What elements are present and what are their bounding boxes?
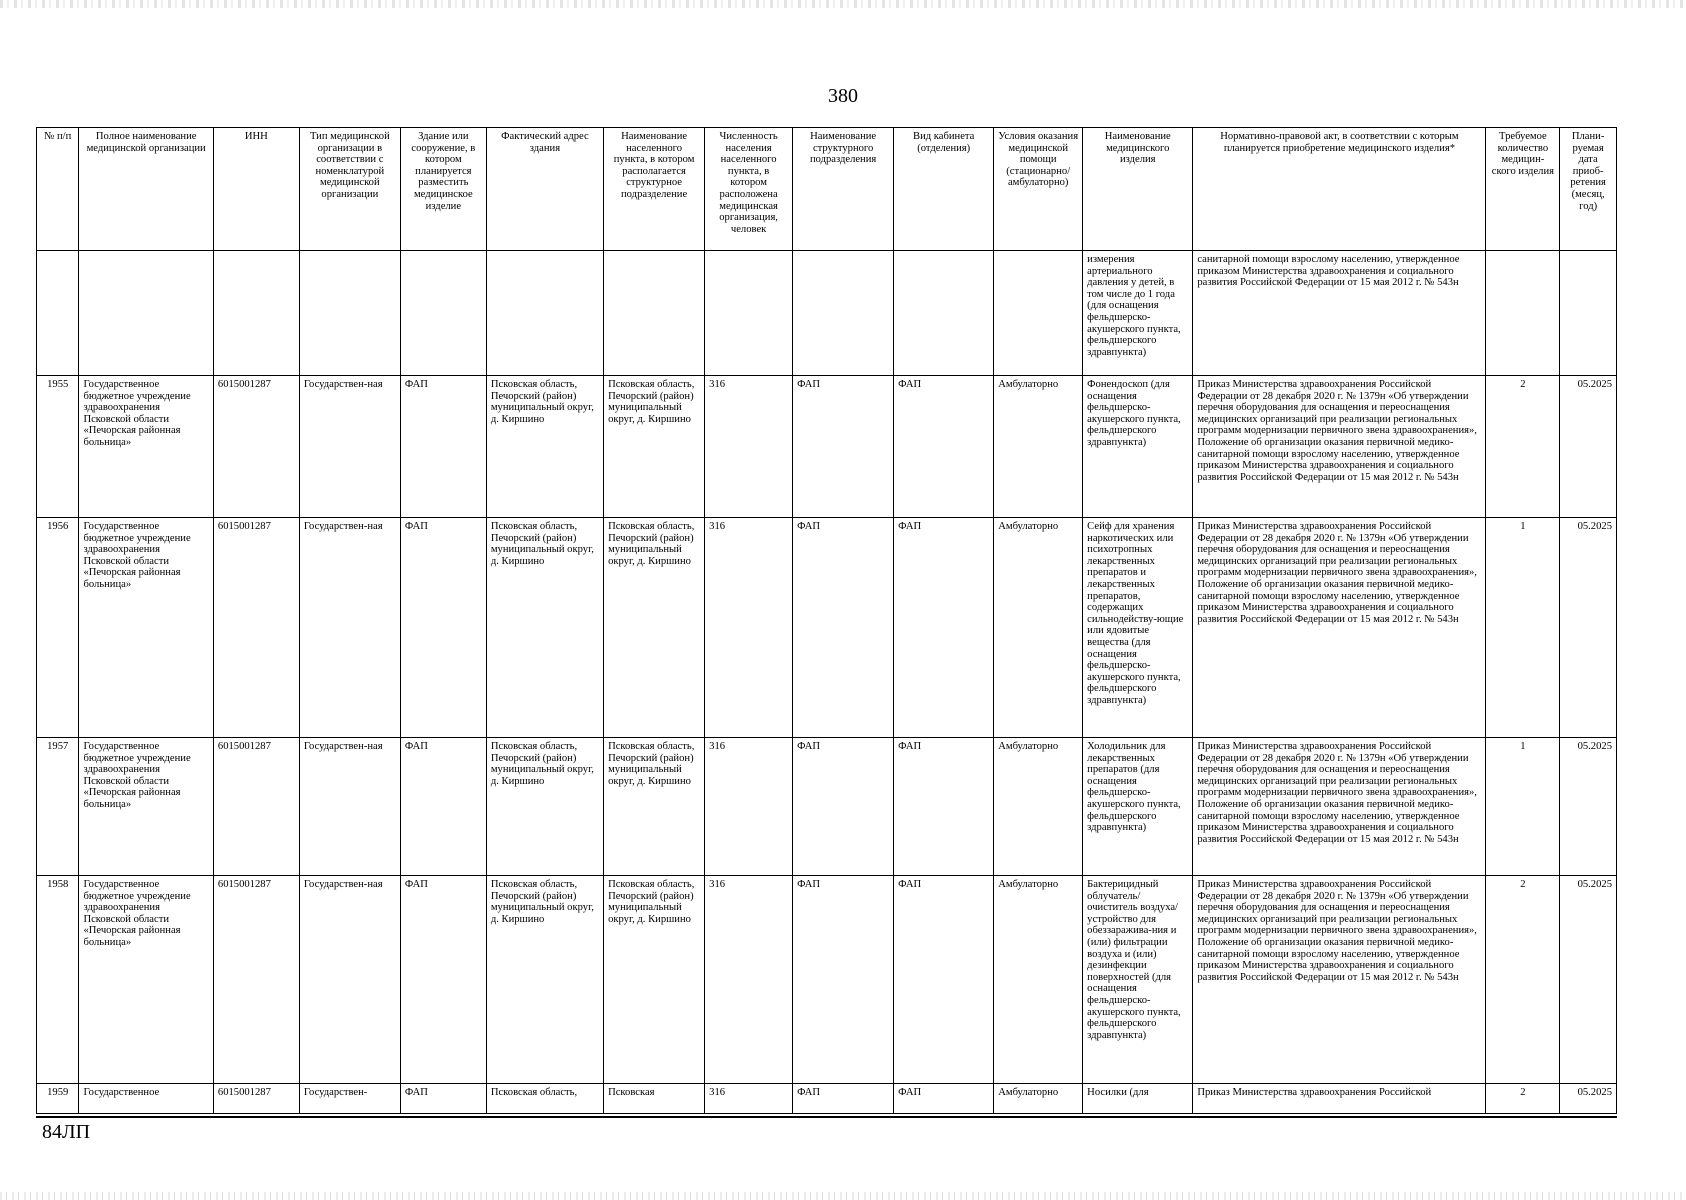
building-cell: ФАП (400, 518, 486, 738)
header-cell: Тип медицинской организации в соответствии с номенклатурой медицинской организации (299, 128, 400, 251)
address-cell: Псковская область, Печорский (район) муниципальный округ, д. Киршино (486, 376, 603, 518)
header-cell: Вид кабинета (отделения) (894, 128, 994, 251)
quantity-cell: 2 (1486, 1084, 1560, 1114)
act-cell: Приказ Министерства здравоохранения Российской (1193, 1084, 1486, 1114)
date-cell: 05.2025 (1560, 738, 1617, 876)
page-number: 380 (828, 85, 858, 107)
act-cell: Приказ Министерства здравоохранения Российской Федерации от 28 декабря 2020 г. № 1379н «Об утверждении перечня оборудования для оснащения и переоснащения медицинских организаций при реализации региональных программ модернизации первичного звена здравоохранения», Положение об организации оказания первичной медико-санитарной помощи взрослому населению, утвержденное приказом Министерства здравоохранения и социального развития Российской Федерации от 15 мая 2012 г. № 543н (1193, 376, 1486, 518)
table-row (37, 1084, 1617, 1114)
population-cell: 316 (705, 738, 793, 876)
table-row (37, 738, 1617, 876)
footer-code: 84ЛП (42, 1121, 91, 1143)
date-cell: 05.2025 (1560, 1084, 1617, 1114)
org-name-cell: Государственное бюджетное учреждение здравоохранения Псковской области «Печорская районная больница» (79, 738, 213, 876)
settlement-cell: Псковская область, Печорский (район) муниципальный округ, д. Киршино (604, 518, 705, 738)
inn-cell: 6015001287 (213, 518, 299, 738)
conditions-cell: Амбулаторно (994, 876, 1083, 1084)
org-name-cell: Государственное бюджетное учреждение здравоохранения Псковской области «Печорская районная больница» (79, 376, 213, 518)
header-cell: Наименование медицинского изделия (1083, 128, 1193, 251)
date-cell: 05.2025 (1560, 518, 1617, 738)
quantity-cell: 2 (1486, 876, 1560, 1084)
table-cell (894, 251, 994, 376)
org-name-cell: Государственное бюджетное учреждение здравоохранения Псковской области «Печорская районная больница» (79, 518, 213, 738)
org-type-cell: Государствен-ная (299, 738, 400, 876)
table-row (37, 876, 1617, 1084)
header-cell: Фактический адрес здания (486, 128, 603, 251)
conditions-cell: Амбулаторно (994, 518, 1083, 738)
quantity-cell: 2 (1486, 376, 1560, 518)
org-type-cell: Государствен-ная (299, 376, 400, 518)
header-cell: Требуемое количество медицин-ского изделия (1486, 128, 1560, 251)
header-cell: Плани-руемая дата приоб-ретения (месяц, год) (1560, 128, 1617, 251)
address-cell: Псковская область, (486, 1084, 603, 1114)
building-cell: ФАП (400, 738, 486, 876)
table-cell (79, 251, 213, 376)
device-cell: Фонендоскоп (для оснащения фельдшерско-акушерского пункта, фельдшерского здравпункта) (1083, 376, 1193, 518)
device-cell: Бактерицидный облучатель/ очиститель воздуха/ устройство для обеззаражива-ния и (или) фильтрации воздуха и (или) дезинфекции поверхностей (для оснащения фельдшерско-акушерского пункта, фельдшерского здравпункта) (1083, 876, 1193, 1084)
cabinet-cell: ФАП (894, 1084, 994, 1114)
scan-edge-bottom (0, 1192, 1686, 1200)
org-type-cell: Государствен-ная (299, 876, 400, 1084)
population-cell: 316 (705, 376, 793, 518)
table-cell (213, 251, 299, 376)
device-cell: Носилки (для (1083, 1084, 1193, 1114)
unit-cell: ФАП (793, 1084, 894, 1114)
act-cell: санитарной помощи взрослому населению, утвержденное приказом Министерства здравоохранения и социального развития Российской Федерации от 15 мая 2012 г. № 543н (1193, 251, 1486, 376)
cabinet-cell: ФАП (894, 376, 994, 518)
org-type-cell: Государствен-ная (299, 518, 400, 738)
conditions-cell: Амбулаторно (994, 738, 1083, 876)
header-cell: № п/п (37, 128, 79, 251)
unit-cell: ФАП (793, 376, 894, 518)
settlement-cell: Псковская область, Печорский (район) муниципальный округ, д. Киршино (604, 376, 705, 518)
settlement-cell: Псковская (604, 1084, 705, 1114)
settlement-cell: Псковская область, Печорский (район) муниципальный округ, д. Киршино (604, 738, 705, 876)
settlement-cell: Псковская область, Печорский (район) муниципальный округ, д. Киршино (604, 876, 705, 1084)
date-cell: 05.2025 (1560, 376, 1617, 518)
table-cell (793, 251, 894, 376)
row-number-cell: 1959 (37, 1084, 79, 1114)
org-name-cell: Государственное бюджетное учреждение здравоохранения Псковской области «Печорская районная больница» (79, 876, 213, 1084)
header-cell: Условия оказания медицинской помощи (стационарно/ амбулаторно) (994, 128, 1083, 251)
conditions-cell: Амбулаторно (994, 376, 1083, 518)
row-number-cell: 1958 (37, 876, 79, 1084)
table-row (37, 376, 1617, 518)
device-cell: Сейф для хранения наркотических или психотропных лекарственных препаратов и лекарственных препаратов, содержащих сильнодейству-ющие или ядовитые вещества (для оснащения фельдшерско-акушерского пункта, фельдшерского здравпункта) (1083, 518, 1193, 738)
header-cell: Здание или сооружение, в котором планируется разместить медицинское изделие (400, 128, 486, 251)
unit-cell: ФАП (793, 738, 894, 876)
scan-edge-top (0, 0, 1686, 8)
address-cell: Псковская область, Печорский (район) муниципальный округ, д. Киршино (486, 518, 603, 738)
table-cell (604, 251, 705, 376)
table-cell (1486, 251, 1560, 376)
inn-cell: 6015001287 (213, 1084, 299, 1114)
address-cell: Псковская область, Печорский (район) муниципальный округ, д. Киршино (486, 876, 603, 1084)
building-cell: ФАП (400, 376, 486, 518)
device-cell: Холодильник для лекарственных препаратов (для оснащения фельдшерско-акушерского пункта, фельдшерского здравпункта) (1083, 738, 1193, 876)
header-cell: Полное наименование медицинской организации (79, 128, 213, 251)
cabinet-cell: ФАП (894, 876, 994, 1084)
conditions-cell: Амбулаторно (994, 1084, 1083, 1114)
org-type-cell: Государствен- (299, 1084, 400, 1114)
header-cell: Численность населения населенного пункта, в котором расположена медицинская организация, человек (705, 128, 793, 251)
building-cell: ФАП (400, 876, 486, 1084)
date-cell: 05.2025 (1560, 876, 1617, 1084)
cabinet-cell: ФАП (894, 518, 994, 738)
table-header-row (37, 128, 1617, 251)
population-cell: 316 (705, 1084, 793, 1114)
table-cell (994, 251, 1083, 376)
row-number-cell: 1957 (37, 738, 79, 876)
unit-cell: ФАП (793, 876, 894, 1084)
act-cell: Приказ Министерства здравоохранения Российской Федерации от 28 декабря 2020 г. № 1379н «Об утверждении перечня оборудования для оснащения и переоснащения медицинских организаций при реализации региональных программ модернизации первичного звена здравоохранения», Положение об организации оказания первичной медико-санитарной помощи взрослому населению, утвержденное приказом Министерства здравоохранения и социального развития Российской Федерации от 15 мая 2012 г. № 543н (1193, 876, 1486, 1084)
act-cell: Приказ Министерства здравоохранения Российской Федерации от 28 декабря 2020 г. № 1379н «Об утверждении перечня оборудования для оснащения и переоснащения медицинских организаций при реализации региональных программ модернизации первичного звена здравоохранения», Положение об организации оказания первичной медико-санитарной помощи взрослому населению, утвержденное приказом Министерства здравоохранения и социального развития Российской Федерации от 15 мая 2012 г. № 543н (1193, 518, 1486, 738)
population-cell: 316 (705, 518, 793, 738)
inn-cell: 6015001287 (213, 738, 299, 876)
header-cell: Наименование населенного пункта, в котором располагается структурное подразделение (604, 128, 705, 251)
registry-table-container (36, 127, 1617, 1118)
inn-cell: 6015001287 (213, 876, 299, 1084)
building-cell: ФАП (400, 1084, 486, 1114)
address-cell: Псковская область, Печорский (район) муниципальный округ, д. Киршино (486, 738, 603, 876)
table-cell (299, 251, 400, 376)
row-number-cell: 1956 (37, 518, 79, 738)
table-row (37, 518, 1617, 738)
quantity-cell: 1 (1486, 518, 1560, 738)
cabinet-cell: ФАП (894, 738, 994, 876)
header-cell: ИНН (213, 128, 299, 251)
quantity-cell: 1 (1486, 738, 1560, 876)
table-cell (400, 251, 486, 376)
header-cell: Наименование структурного подразделения (793, 128, 894, 251)
table-row-continuation (37, 251, 1617, 376)
act-cell: Приказ Министерства здравоохранения Российской Федерации от 28 декабря 2020 г. № 1379н «Об утверждении перечня оборудования для оснащения и переоснащения медицинских организаций при реализации региональных программ модернизации первичного звена здравоохранения», Положение об организации оказания первичной медико-санитарной помощи взрослому населению, утвержденное приказом Министерства здравоохранения и социального развития Российской Федерации от 15 мая 2012 г. № 543н (1193, 738, 1486, 876)
row-number-cell: 1955 (37, 376, 79, 518)
device-cell: измерения артериального давления у детей, в том числе до 1 года (для оснащения фельдшерско-акушерского пункта, фельдшерского здравпункта) (1083, 251, 1193, 376)
table-cell (486, 251, 603, 376)
header-cell: Нормативно-правовой акт, в соответствии с которым планируется приобретение медицинского изделия* (1193, 128, 1486, 251)
population-cell: 316 (705, 876, 793, 1084)
unit-cell: ФАП (793, 518, 894, 738)
inn-cell: 6015001287 (213, 376, 299, 518)
table-cell (37, 251, 79, 376)
table-cell (1560, 251, 1617, 376)
table-cell (705, 251, 793, 376)
org-name-cell: Государственное (79, 1084, 213, 1114)
registry-table (36, 127, 1617, 1114)
